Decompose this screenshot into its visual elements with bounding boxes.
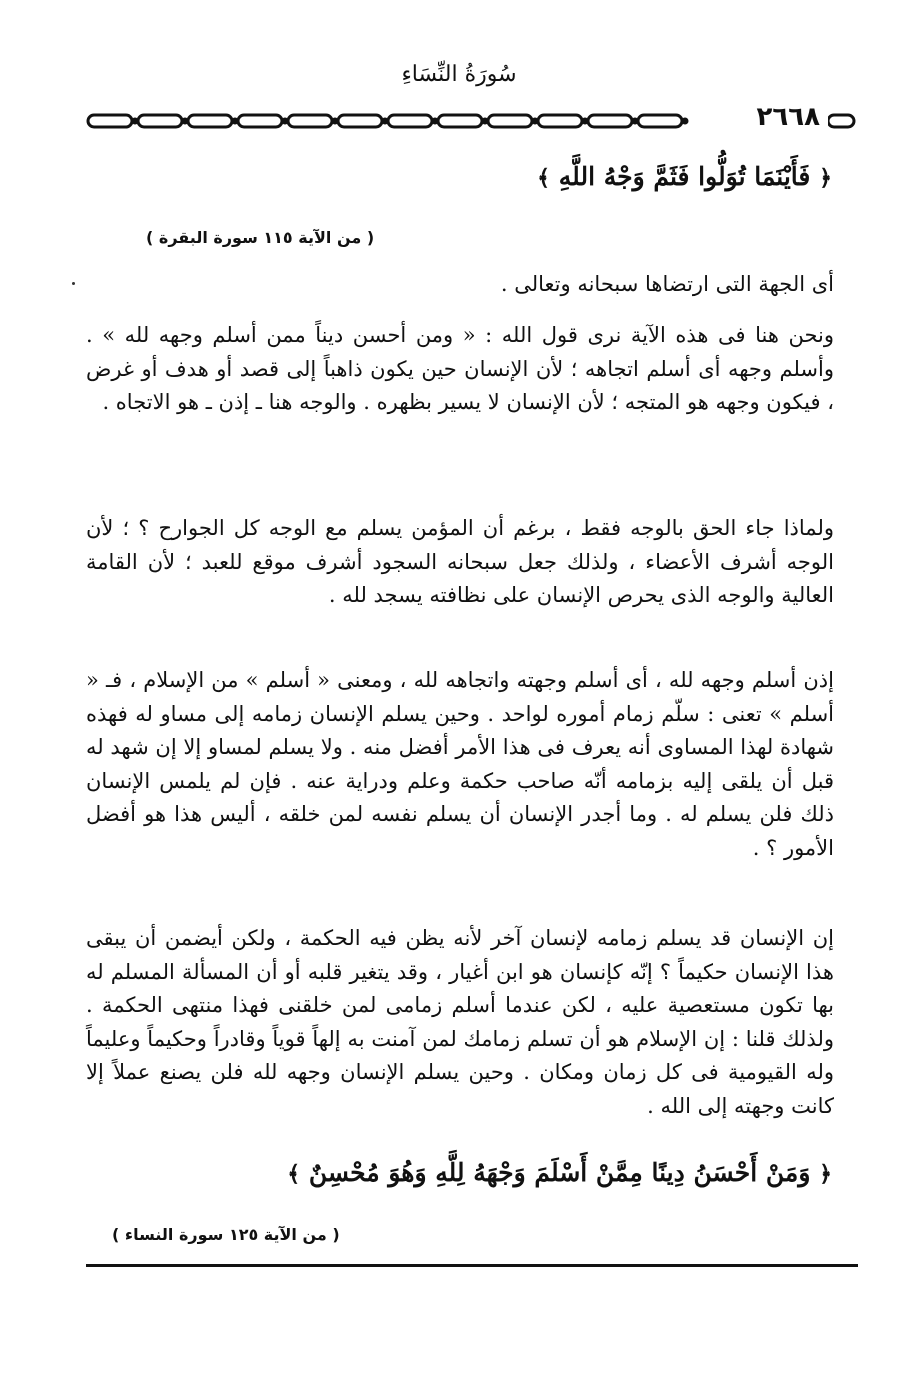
surah-title: سُورَةُ النِّسَاءِ bbox=[401, 62, 517, 87]
paragraph: ولماذا جاء الحق بالوجه فقط ، برغم أن المؤمن يسلم مع الوجه كل الجوارح ؟ ؛ لأن الوجه أشرف الأعضاء ، ولذلك جعل سبحانه السجود أشرف موقع للعبد ؛ لأن القامة العالية والوجه الذى يحرص الإنسان على نظافته يسجد لله . bbox=[86, 516, 834, 607]
verse-open-ornament: ﴿ bbox=[819, 165, 832, 191]
chain-link bbox=[438, 115, 482, 127]
paragraph: إذن أسلم وجهه لله ، أى أسلم وجهته واتجاهه لله ، ومعنى « أسلم » من الإسلام ، فـ « أسلم » تعنى : سلّم زمام أموره لواحد . وحين يسلم الإنسان زمامه إلى مساو له فهذه شهادة لهذا المساوى أنه يعرف فى هذا الأمر أفضل منه . ولا يسلم لمساو إلا إن شهد له قبل أن يلقى إليه بزمامه أنّه صاحب حكمة وعلم ودراية عنه . فإن لم يلمس الإنسان ذلك فلن يسلم له . وما أجدر الإنسان أن يسلم نفسه لمن خلقه ، أليس هذا هو أفضل الأمور ؟ . bbox=[86, 668, 834, 860]
chain-dot bbox=[682, 118, 689, 125]
chain-link bbox=[538, 115, 582, 127]
chain-link bbox=[638, 115, 682, 127]
page-header-border bbox=[86, 104, 858, 138]
paragraph: ونحن هنا فى هذه الآية نرى قول الله : « ومن أحسن ديناً ممن أسلم وجهه لله » . وأسلم وجهه أى أسلم اتجاهه ؛ لأن الإنسان حين يكون ذاهباً إلى قصد أو هدف أو غرض ، فيكون وجهه هو المتجه ؛ لأن الإنسان لا يسير بظهره . والوجه هنا ـ إذن ـ هو الاتجاه . bbox=[86, 323, 834, 414]
paragraph: أى الجهة التى ارتضاها سبحانه وتعالى . bbox=[500, 272, 834, 296]
chain-link bbox=[88, 115, 132, 127]
chain-link bbox=[488, 115, 532, 127]
paragraph: إن الإنسان قد يسلم زمامه لإنسان آخر لأنه يظن فيه الحكمة ، ولكن أيضمن أن يبقى هذا الإنسان حكيماً ؟ إنّه كإنسان هو ابن أغيار ، وقد يتغير قلبه أو أن المسألة المسلم له بها تكون مستعصية عليه ، لكن عندما أسلم زمامى لمن خلقنى فهذا منتهى الحكمة . ولذلك قلنا : إن الإسلام هو أن تسلم زمامك لمن آمنت به إلهاً قوياً وقادراً وحكيماً وعليماً وله القيومية فى كل زمان ومكان . وحين يسلم الإنسان وجهه لله فلن يصنع عملاً إلا كانت وجهته إلى الله . bbox=[86, 926, 834, 1118]
chain-link bbox=[238, 115, 282, 127]
verse-reference-top: ( من الآية ١١٥ سورة البقرة ) bbox=[146, 228, 375, 247]
verse-text: وَمَنْ أَحْسَنُ دِينًا مِمَّنْ أَسْلَمَ وَجْهَهُ لِلَّهِ وَهُوَ مُحْسِنٌ bbox=[308, 1158, 811, 1187]
chain-link bbox=[388, 115, 432, 127]
chain-link bbox=[288, 115, 332, 127]
chain-link bbox=[338, 115, 382, 127]
verse-close-ornament: ﴾ bbox=[537, 165, 551, 191]
chain-border-ornament bbox=[86, 104, 858, 138]
chain-link bbox=[588, 115, 632, 127]
verse-close-ornament: ﴾ bbox=[287, 1161, 301, 1187]
chain-link bbox=[138, 115, 182, 127]
page-number: ٢٦٦٨ bbox=[749, 102, 828, 132]
print-speck bbox=[72, 282, 75, 285]
chain-link bbox=[828, 115, 854, 127]
chain-link bbox=[188, 115, 232, 127]
verse-text: فَأَيْنَمَا تُوَلُّوا فَثَمَّ وَجْهُ اللَّهِ bbox=[558, 162, 811, 191]
quran-verse-bottom bbox=[287, 1158, 832, 1187]
quran-verse-top bbox=[537, 162, 832, 191]
verse-open-ornament: ﴿ bbox=[819, 1161, 832, 1187]
footer-rule bbox=[86, 1264, 858, 1267]
verse-reference-bottom: ( من الآية ١٢٥ سورة النساء ) bbox=[112, 1225, 340, 1244]
